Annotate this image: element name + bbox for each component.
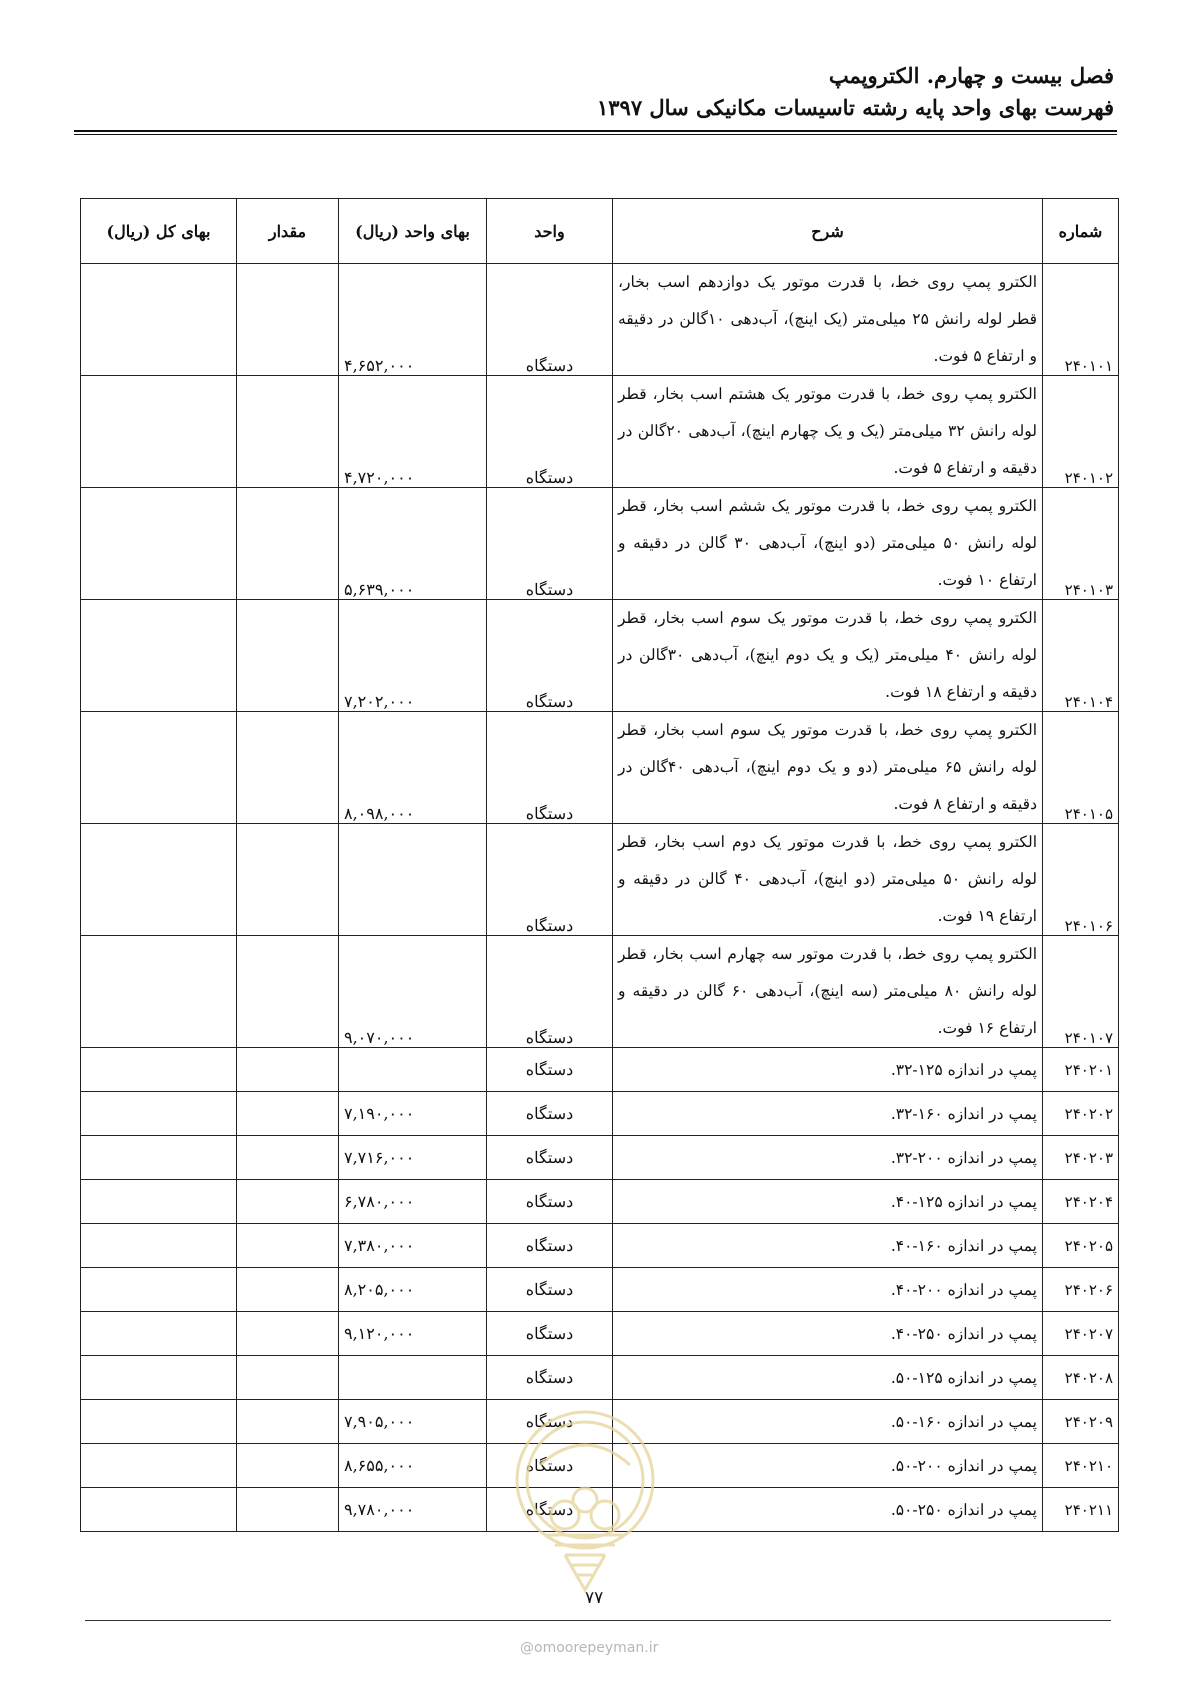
item-description: الکترو پمپ روی خط، با قدرت موتور یک سوم اسب بخار، قطر لوله رانش ۶۵ میلی‌متر (دو و یک دوم اینچ)، آب‌دهی ۴۰گالن در دقیقه و ارتفاع ۸ فوت. bbox=[613, 712, 1043, 824]
item-number: ۲۴۰۲۰۷ bbox=[1043, 1312, 1119, 1356]
item-unit-price: ۷,۲۰۲,۰۰۰ bbox=[339, 600, 487, 712]
item-description: الکترو پمپ روی خط، با قدرت موتور یک دوازدهم اسب بخار، قطر لوله رانش ۲۵ میلی‌متر (یک اینچ)، آب‌دهی ۱۰گالن در دقیقه و ارتفاع ۵ فوت. bbox=[613, 264, 1043, 376]
page-header bbox=[74, 60, 1114, 124]
table-row bbox=[81, 1268, 1119, 1312]
item-unit-price: ۹,۰۷۰,۰۰۰ bbox=[339, 936, 487, 1048]
item-unit: دستگاه bbox=[487, 1444, 613, 1488]
table-row bbox=[81, 1048, 1119, 1092]
header-unit: واحد bbox=[487, 199, 613, 264]
item-number: ۲۴۰۲۰۴ bbox=[1043, 1180, 1119, 1224]
item-unit-price bbox=[339, 1356, 487, 1400]
item-unit: دستگاه bbox=[487, 1180, 613, 1224]
item-unit: دستگاه bbox=[487, 1488, 613, 1532]
item-total-price bbox=[81, 712, 237, 824]
header-total-price: بهای کل (ریال) bbox=[81, 199, 237, 264]
item-unit-price: ۴,۶۵۲,۰۰۰ bbox=[339, 264, 487, 376]
item-total-price bbox=[81, 600, 237, 712]
item-description: پمپ در اندازه ۲۰۰-۴۰. bbox=[613, 1268, 1043, 1312]
item-total-price bbox=[81, 1312, 237, 1356]
item-total-price bbox=[81, 1356, 237, 1400]
item-number: ۲۴۰۲۰۸ bbox=[1043, 1356, 1119, 1400]
item-quantity bbox=[237, 1488, 339, 1532]
item-description: الکترو پمپ روی خط، با قدرت موتور یک سوم اسب بخار، قطر لوله رانش ۴۰ میلی‌متر (یک و یک دوم اینچ)، آب‌دهی ۳۰گالن در دقیقه و ارتفاع ۱۸ فوت. bbox=[613, 600, 1043, 712]
item-unit-price bbox=[339, 824, 487, 936]
header-description: شرح bbox=[613, 199, 1043, 264]
item-number: ۲۴۰۱۰۷ bbox=[1043, 936, 1119, 1048]
item-unit-price: ۶,۷۸۰,۰۰۰ bbox=[339, 1180, 487, 1224]
item-total-price bbox=[81, 1444, 237, 1488]
document-subtitle: فهرست بهای واحد پایه رشته تاسیسات مکانیکی سال ۱۳۹۷ bbox=[596, 95, 1114, 120]
header-unit-price: بهای واحد (ریال) bbox=[339, 199, 487, 264]
item-unit: دستگاه bbox=[487, 824, 613, 936]
item-quantity bbox=[237, 712, 339, 824]
website-watermark: @omoorepeyman.ir bbox=[520, 1640, 659, 1656]
item-total-price bbox=[81, 824, 237, 936]
item-description: پمپ در اندازه ۲۵۰-۴۰. bbox=[613, 1312, 1043, 1356]
table-row bbox=[81, 488, 1119, 600]
table-row bbox=[81, 1136, 1119, 1180]
item-total-price bbox=[81, 1400, 237, 1444]
table-row bbox=[81, 1312, 1119, 1356]
item-number: ۲۴۰۲۰۹ bbox=[1043, 1400, 1119, 1444]
item-number: ۲۴۰۲۰۶ bbox=[1043, 1268, 1119, 1312]
item-total-price bbox=[81, 1092, 237, 1136]
item-unit-price: ۸,۲۰۵,۰۰۰ bbox=[339, 1268, 487, 1312]
item-quantity bbox=[237, 1180, 339, 1224]
item-unit: دستگاه bbox=[487, 1136, 613, 1180]
item-number: ۲۴۰۱۰۵ bbox=[1043, 712, 1119, 824]
item-unit: دستگاه bbox=[487, 376, 613, 488]
item-number: ۲۴۰۲۰۱ bbox=[1043, 1048, 1119, 1092]
item-unit-price: ۷,۷۱۶,۰۰۰ bbox=[339, 1136, 487, 1180]
item-unit: دستگاه bbox=[487, 264, 613, 376]
item-quantity bbox=[237, 1312, 339, 1356]
header-rule-thin bbox=[74, 134, 1117, 135]
item-total-price bbox=[81, 488, 237, 600]
item-total-price bbox=[81, 264, 237, 376]
item-description: پمپ در اندازه ۱۲۵-۵۰. bbox=[613, 1356, 1043, 1400]
item-number: ۲۴۰۲۰۵ bbox=[1043, 1224, 1119, 1268]
item-description: پمپ در اندازه ۱۶۰-۳۲. bbox=[613, 1092, 1043, 1136]
item-quantity bbox=[237, 1136, 339, 1180]
table-row bbox=[81, 936, 1119, 1048]
item-unit: دستگاه bbox=[487, 600, 613, 712]
item-number: ۲۴۰۱۰۴ bbox=[1043, 600, 1119, 712]
item-description: الکترو پمپ روی خط، با قدرت موتور یک ششم اسب بخار، قطر لوله رانش ۵۰ میلی‌متر (دو اینچ)، آب‌دهی ۳۰ گالن در دقیقه و ارتفاع ۱۰ فوت. bbox=[613, 488, 1043, 600]
item-unit: دستگاه bbox=[487, 1312, 613, 1356]
item-total-price bbox=[81, 1268, 237, 1312]
item-unit: دستگاه bbox=[487, 1092, 613, 1136]
item-unit-price: ۹,۷۸۰,۰۰۰ bbox=[339, 1488, 487, 1532]
header-number: شماره bbox=[1043, 199, 1119, 264]
item-description: الکترو پمپ روی خط، با قدرت موتور یک هشتم اسب بخار، قطر لوله رانش ۳۲ میلی‌متر (یک و یک چهارم اینچ)، آب‌دهی ۲۰گالن در دقیقه و ارتفاع ۵ فوت. bbox=[613, 376, 1043, 488]
item-quantity bbox=[237, 824, 339, 936]
item-unit: دستگاه bbox=[487, 936, 613, 1048]
table-row bbox=[81, 1224, 1119, 1268]
item-unit-price: ۹,۱۲۰,۰۰۰ bbox=[339, 1312, 487, 1356]
item-unit-price: ۷,۳۸۰,۰۰۰ bbox=[339, 1224, 487, 1268]
item-quantity bbox=[237, 600, 339, 712]
item-total-price bbox=[81, 1048, 237, 1092]
seal-watermark-icon bbox=[510, 1405, 660, 1605]
item-unit-price: ۸,۶۵۵,۰۰۰ bbox=[339, 1444, 487, 1488]
page-number: ۷۷ bbox=[585, 1588, 604, 1608]
table-row bbox=[81, 1092, 1119, 1136]
item-description: پمپ در اندازه ۲۰۰-۳۲. bbox=[613, 1136, 1043, 1180]
item-number: ۲۴۰۲۰۳ bbox=[1043, 1136, 1119, 1180]
item-total-price bbox=[81, 376, 237, 488]
item-total-price bbox=[81, 936, 237, 1048]
footer-rule bbox=[85, 1620, 1111, 1621]
table-row bbox=[81, 824, 1119, 936]
item-quantity bbox=[237, 1356, 339, 1400]
chapter-title: فصل بیست و چهارم. الکتروپمپ bbox=[828, 63, 1114, 88]
item-quantity bbox=[237, 1048, 339, 1092]
item-unit: دستگاه bbox=[487, 712, 613, 824]
table-row bbox=[81, 264, 1119, 376]
item-quantity bbox=[237, 488, 339, 600]
item-number: ۲۴۰۱۰۳ bbox=[1043, 488, 1119, 600]
table-row bbox=[81, 1180, 1119, 1224]
item-unit: دستگاه bbox=[487, 1048, 613, 1092]
item-description: پمپ در اندازه ۲۵۰-۵۰. bbox=[613, 1488, 1043, 1532]
item-unit: دستگاه bbox=[487, 1356, 613, 1400]
header-rule-thick bbox=[74, 130, 1117, 132]
item-number: ۲۴۰۲۱۰ bbox=[1043, 1444, 1119, 1488]
item-number: ۲۴۰۱۰۱ bbox=[1043, 264, 1119, 376]
item-total-price bbox=[81, 1180, 237, 1224]
table-header-row bbox=[81, 199, 1119, 264]
item-quantity bbox=[237, 1400, 339, 1444]
item-quantity bbox=[237, 1224, 339, 1268]
item-description: پمپ در اندازه ۱۶۰-۴۰. bbox=[613, 1224, 1043, 1268]
item-number: ۲۴۰۲۱۱ bbox=[1043, 1488, 1119, 1532]
item-description: پمپ در اندازه ۱۶۰-۵۰. bbox=[613, 1400, 1043, 1444]
item-quantity bbox=[237, 936, 339, 1048]
item-unit: دستگاه bbox=[487, 1224, 613, 1268]
header-quantity: مقدار bbox=[237, 199, 339, 264]
item-number: ۲۴۰۱۰۲ bbox=[1043, 376, 1119, 488]
table-row bbox=[81, 376, 1119, 488]
price-table bbox=[80, 198, 1119, 1532]
item-unit-price: ۴,۷۲۰,۰۰۰ bbox=[339, 376, 487, 488]
item-unit: دستگاه bbox=[487, 1400, 613, 1444]
table-row bbox=[81, 600, 1119, 712]
item-unit: دستگاه bbox=[487, 1268, 613, 1312]
table-row bbox=[81, 712, 1119, 824]
item-unit: دستگاه bbox=[487, 488, 613, 600]
item-description: پمپ در اندازه ۱۲۵-۴۰. bbox=[613, 1180, 1043, 1224]
item-total-price bbox=[81, 1224, 237, 1268]
item-number: ۲۴۰۲۰۲ bbox=[1043, 1092, 1119, 1136]
item-quantity bbox=[237, 1444, 339, 1488]
item-description: الکترو پمپ روی خط، با قدرت موتور یک دوم اسب بخار، قطر لوله رانش ۵۰ میلی‌متر (دو اینچ)، آب‌دهی ۴۰ گالن در دقیقه و ارتفاع ۱۹ فوت. bbox=[613, 824, 1043, 936]
item-quantity bbox=[237, 1268, 339, 1312]
item-quantity bbox=[237, 264, 339, 376]
item-description: پمپ در اندازه ۱۲۵-۳۲. bbox=[613, 1048, 1043, 1092]
item-total-price bbox=[81, 1136, 237, 1180]
item-unit-price: ۵,۶۳۹,۰۰۰ bbox=[339, 488, 487, 600]
item-quantity bbox=[237, 1092, 339, 1136]
item-unit-price: ۷,۹۰۵,۰۰۰ bbox=[339, 1400, 487, 1444]
item-unit-price: ۷,۱۹۰,۰۰۰ bbox=[339, 1092, 487, 1136]
item-unit-price: ۸,۰۹۸,۰۰۰ bbox=[339, 712, 487, 824]
item-description: الکترو پمپ روی خط، با قدرت موتور سه چهارم اسب بخار، قطر لوله رانش ۸۰ میلی‌متر (سه اینچ)، آب‌دهی ۶۰ گالن در دقیقه و ارتفاع ۱۶ فوت. bbox=[613, 936, 1043, 1048]
item-unit-price bbox=[339, 1048, 487, 1092]
item-description: پمپ در اندازه ۲۰۰-۵۰. bbox=[613, 1444, 1043, 1488]
item-number: ۲۴۰۱۰۶ bbox=[1043, 824, 1119, 936]
item-quantity bbox=[237, 376, 339, 488]
table-row bbox=[81, 1356, 1119, 1400]
item-total-price bbox=[81, 1488, 237, 1532]
